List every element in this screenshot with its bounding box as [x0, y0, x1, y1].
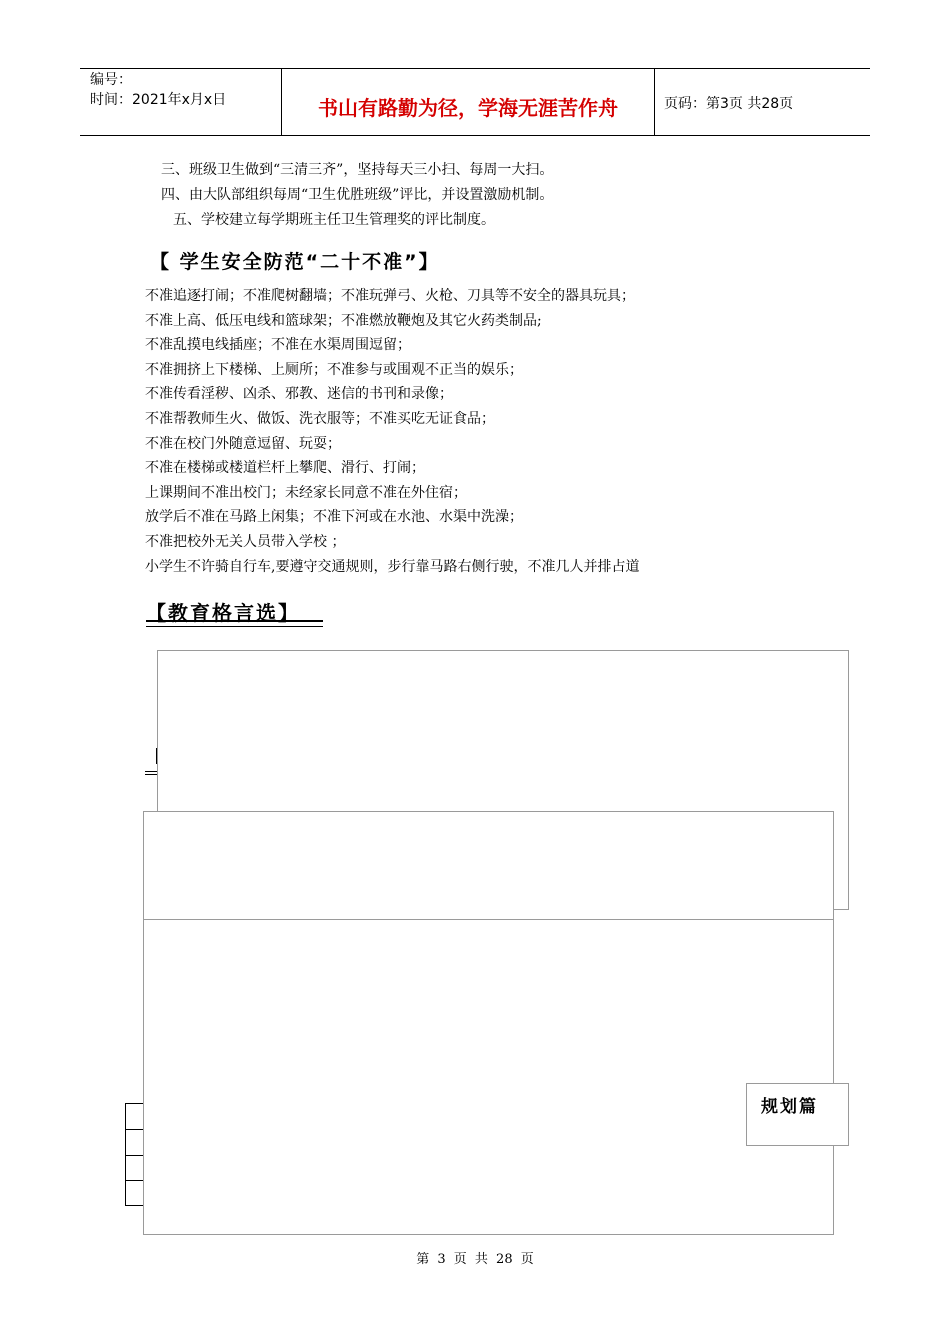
- hygiene-line-3: 三、班级卫生做到“三清三齐”，坚持每天三小扫、每周一大扫。: [161, 162, 554, 178]
- safety-rule: 不准追逐打闹；不准爬树翻墙；不准玩弹弓、火枪、刀具等不安全的器具玩具；: [145, 288, 635, 304]
- header-meta: [90, 70, 275, 110]
- page-footer: 第 3 页 共 28 页: [416, 1252, 534, 1267]
- hygiene-line-4: 四、由大队部组织每周“卫生优胜班级”评比，并设置激励机制。: [161, 187, 554, 203]
- header-time-label: 时间：2021年x月x日: [90, 92, 227, 108]
- safety-rule: 不准传看淫秽、凶杀、邪教、迷信的书刊和录像；: [145, 386, 453, 403]
- safety-rule: 放学后不准在马路上闲集；不准下河或在水池、水渠中洗澡；: [145, 509, 523, 526]
- margin-mark: [145, 774, 157, 775]
- hygiene-line-5: 五、学校建立每学期班主任卫生管理奖的评比制度。: [173, 212, 495, 228]
- motto-box-3: [143, 919, 834, 1235]
- plan-label-box: [746, 1083, 849, 1146]
- safety-rule: 不准在校门外随意逗留、玩耍；: [145, 435, 341, 452]
- header-divider-right: [654, 68, 655, 136]
- stub-table-row: [125, 1103, 143, 1104]
- safety-rule: 不准把校外无关人员带入学校 ；: [145, 533, 346, 550]
- safety-rule: 不准在楼梯或楼道栏杆上攀爬、滑行、打闹；: [145, 460, 425, 477]
- stub-table-row: [125, 1205, 143, 1206]
- safety-rule: 不准拥挤上下楼梯、上厕所；不准参与或围观不正当的娱乐；: [145, 361, 523, 378]
- mottos-heading: 【教育格言选】: [146, 601, 300, 625]
- margin-mark: [145, 771, 157, 772]
- safety-rule: 不准乱摸电线插座；不准在水渠周围逗留；: [145, 337, 411, 354]
- stub-table-row: [125, 1129, 143, 1130]
- safety-rule: 小学生不许骑自行车,要遵守交通规则，步行靠马路右侧行驶，不准几人并排占道: [145, 558, 640, 575]
- safety-rules-list: [145, 284, 639, 579]
- safety-rule: 不准上高、低压电线和篮球架；不准燃放鞭炮及其它火药类制品;: [145, 312, 542, 329]
- stub-table-row: [125, 1180, 143, 1181]
- stub-table-row: [125, 1155, 143, 1156]
- header-page-info: 页码：第3页 共28页: [664, 96, 794, 112]
- header-number-label: 编号：: [90, 72, 132, 88]
- mottos-heading-underline: [146, 620, 323, 627]
- safety-rule: 不准帮教师生火、做饭、洗衣服等；不准买吃无证食品；: [145, 410, 495, 427]
- header-bottom-border: [80, 135, 870, 136]
- motto-box-2: [143, 811, 834, 921]
- safety-heading: 【 学生安全防范“二十不准”】: [150, 251, 440, 273]
- safety-rule: 上课期间不准出校门；未经家长同意不准在外住宿；: [145, 484, 467, 501]
- header-motto: 书山有路勤为径，学海无涯苦作舟: [318, 96, 618, 120]
- plan-label: 规划篇: [761, 1097, 818, 1117]
- header-top-border: [80, 68, 870, 69]
